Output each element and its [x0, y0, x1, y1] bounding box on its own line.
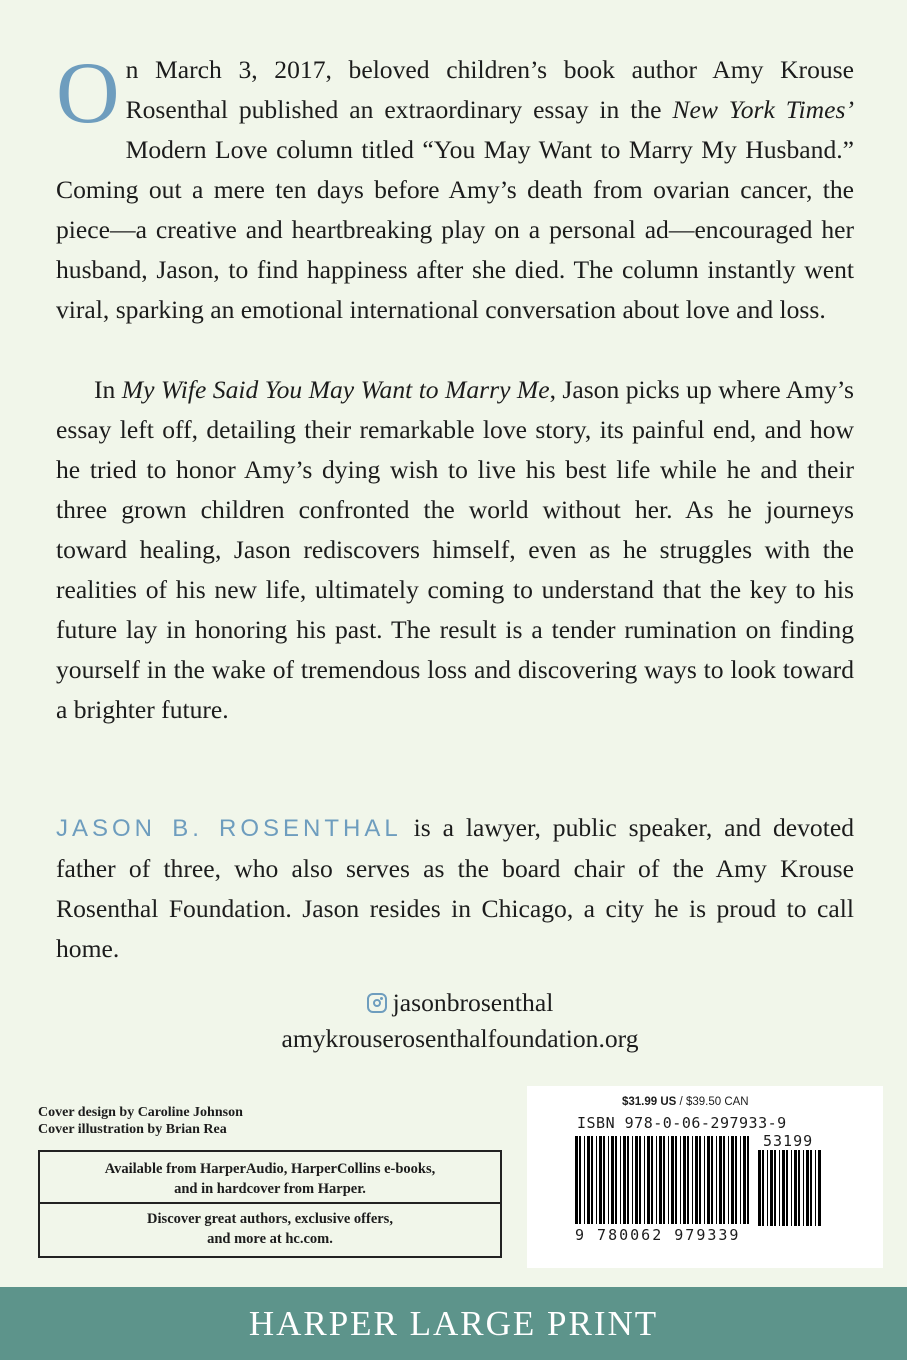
- barcode-bar: [743, 1136, 746, 1224]
- barcode-bar: [575, 1136, 578, 1224]
- barcode-bar: [680, 1136, 681, 1224]
- barcode-bar: [687, 1136, 689, 1224]
- barcode-bar: [810, 1150, 812, 1226]
- barcode-bar: [786, 1150, 788, 1226]
- barcode-bar: [692, 1136, 693, 1224]
- cover-design-credit: Cover design by Caroline Johnson: [38, 1105, 243, 1120]
- author-bio-text: is a lawyer, public speaker, and devoted father of three, who also serves as the board chair of the Amy Krouse Rosenthal Foundation. Jason resides in Chicago, a city he is proud to call home.: [56, 813, 854, 963]
- barcode-bar: [615, 1136, 617, 1224]
- barcode-bar: [735, 1136, 737, 1224]
- barcode-bar: [770, 1150, 773, 1226]
- barcode-bar: [699, 1136, 701, 1224]
- barcode-bar: [747, 1136, 749, 1224]
- barcode-bar: [579, 1136, 581, 1224]
- barcode-bar: [815, 1150, 816, 1226]
- barcode-bar: [803, 1150, 804, 1226]
- barcode-bar: [791, 1150, 792, 1226]
- barcode-bar: [782, 1150, 785, 1226]
- barcode-bar: [651, 1136, 653, 1224]
- barcode-bar: [608, 1136, 609, 1224]
- newspaper-title-part2: Times’: [785, 95, 854, 124]
- imprint-label: HARPER LARGE PRINT: [248, 1303, 659, 1343]
- barcode-bar: [758, 1150, 761, 1226]
- newspaper-title-part1: New York: [672, 95, 775, 124]
- barcode-bar: [627, 1136, 629, 1224]
- barcode-bar: [639, 1136, 641, 1224]
- book-title: My Wife Said You May Want to Marry Me: [121, 375, 550, 404]
- barcode-bar: [587, 1136, 590, 1224]
- barcode-bar: [659, 1136, 662, 1224]
- barcode-bar: [596, 1136, 597, 1224]
- cover-illustration-credit: Cover illustration by Brian Rea: [38, 1122, 227, 1137]
- synopsis-paragraph-2: [56, 370, 854, 730]
- availability-line-1: Available from HarperAudio, HarperCollins e-books,: [104, 1161, 436, 1177]
- author-bio: [56, 808, 854, 969]
- barcode-bar: [740, 1136, 741, 1224]
- barcode-bar: [647, 1136, 650, 1224]
- synopsis-paragraph-1: [56, 45, 854, 330]
- barcode-bar: [695, 1136, 698, 1224]
- price-code: 53199: [763, 1132, 814, 1150]
- barcode-bar: [818, 1150, 821, 1226]
- barcode-bar: [683, 1136, 686, 1224]
- synopsis-p1-rest: Modern Love column titled “You May Want to Marry My Husband.” Coming out a mere ten days before Amy’s death from ovarian cancer, the piece—a creative and heartbreaking play on a personal ad—encouraged her husband, Jason, to find happiness after she died. The column instantly went viral, sparking an emotional international conversation about love and loss.: [56, 135, 854, 324]
- synopsis-p2-rest: , Jason picks up where Amy’s essay left off, detailing their remarkable love story, its painful end, and how he tried to honor Amy’s dying wish to live his best life while he and their three grown children confronted the world without her. As he journeys toward healing, Jason rediscovers himself, even as he struggles with the realities of his new life, ultimately coming to understand that the key to his future lay in honoring his past. The result is a tender rumination on finding yourself in the wake of tremendous loss and discovering ways to look toward a brighter future.: [56, 375, 855, 724]
- availability-line-2: and in hardcover from Harper.: [174, 1181, 366, 1197]
- barcode-bar: [731, 1136, 734, 1224]
- footer-bar: [0, 1287, 907, 1360]
- ean-barcode: [575, 1136, 751, 1226]
- barcode-bar: [632, 1136, 633, 1224]
- barcode-bar: [774, 1150, 776, 1226]
- barcode-bar: [719, 1136, 722, 1224]
- barcode-bar: [603, 1136, 605, 1224]
- isbn-text: ISBN 978-0-06-297933-9: [577, 1114, 787, 1132]
- author-links: [260, 985, 660, 1057]
- barcode-bar: [599, 1136, 602, 1224]
- barcode-bar: [806, 1150, 809, 1226]
- ean-digits: 9 780062 979339: [575, 1226, 741, 1244]
- synopsis-p1-line2: Rosenthal published an extraordinary essay in the: [125, 95, 673, 124]
- author-name: JASON B. ROSENTHAL: [56, 815, 402, 842]
- barcode-bar: [668, 1136, 669, 1224]
- barcode-bar: [663, 1136, 665, 1224]
- barcode-bar: [620, 1136, 621, 1224]
- barcode-bar: [762, 1150, 764, 1226]
- barcode-bar: [671, 1136, 674, 1224]
- price-label: $31.99 US / $39.50 CAN: [622, 1096, 749, 1108]
- instagram-handle[interactable]: jasonbrosenthal: [392, 988, 554, 1017]
- promo-line-1: Discover great authors, exclusive offers,: [147, 1211, 393, 1227]
- barcode-bar: [716, 1136, 717, 1224]
- drop-cap: O: [56, 45, 120, 142]
- cover-credits: [38, 1104, 243, 1138]
- availability-box: [38, 1150, 502, 1258]
- barcode-bar: [584, 1136, 585, 1224]
- barcode-bar: [623, 1136, 626, 1224]
- barcode-bar: [779, 1150, 780, 1226]
- barcode-bar: [711, 1136, 713, 1224]
- barcode-panel: [527, 1086, 883, 1268]
- promo-line-2: and more at hc.com.: [207, 1231, 333, 1247]
- price-addon-barcode: [758, 1150, 822, 1226]
- instagram-icon: [367, 993, 387, 1013]
- barcode-bar: [675, 1136, 677, 1224]
- barcode-bar: [723, 1136, 725, 1224]
- barcode-bar: [656, 1136, 657, 1224]
- synopsis-p2-lead: In: [94, 375, 122, 404]
- synopsis-p1-line1: n March 3, 2017, beloved children’s book author Amy Krouse: [125, 55, 854, 84]
- foundation-website[interactable]: amykrouserosenthalfoundation.org: [281, 1024, 639, 1053]
- barcode-bar: [591, 1136, 593, 1224]
- barcode-bar: [704, 1136, 705, 1224]
- barcode-bar: [794, 1150, 797, 1226]
- barcode-bar: [707, 1136, 710, 1224]
- barcode-bar: [635, 1136, 638, 1224]
- barcode-bar: [728, 1136, 729, 1224]
- barcode-bar: [798, 1150, 800, 1226]
- barcode-bar: [767, 1150, 768, 1226]
- barcode-bar: [611, 1136, 614, 1224]
- barcode-bar: [644, 1136, 645, 1224]
